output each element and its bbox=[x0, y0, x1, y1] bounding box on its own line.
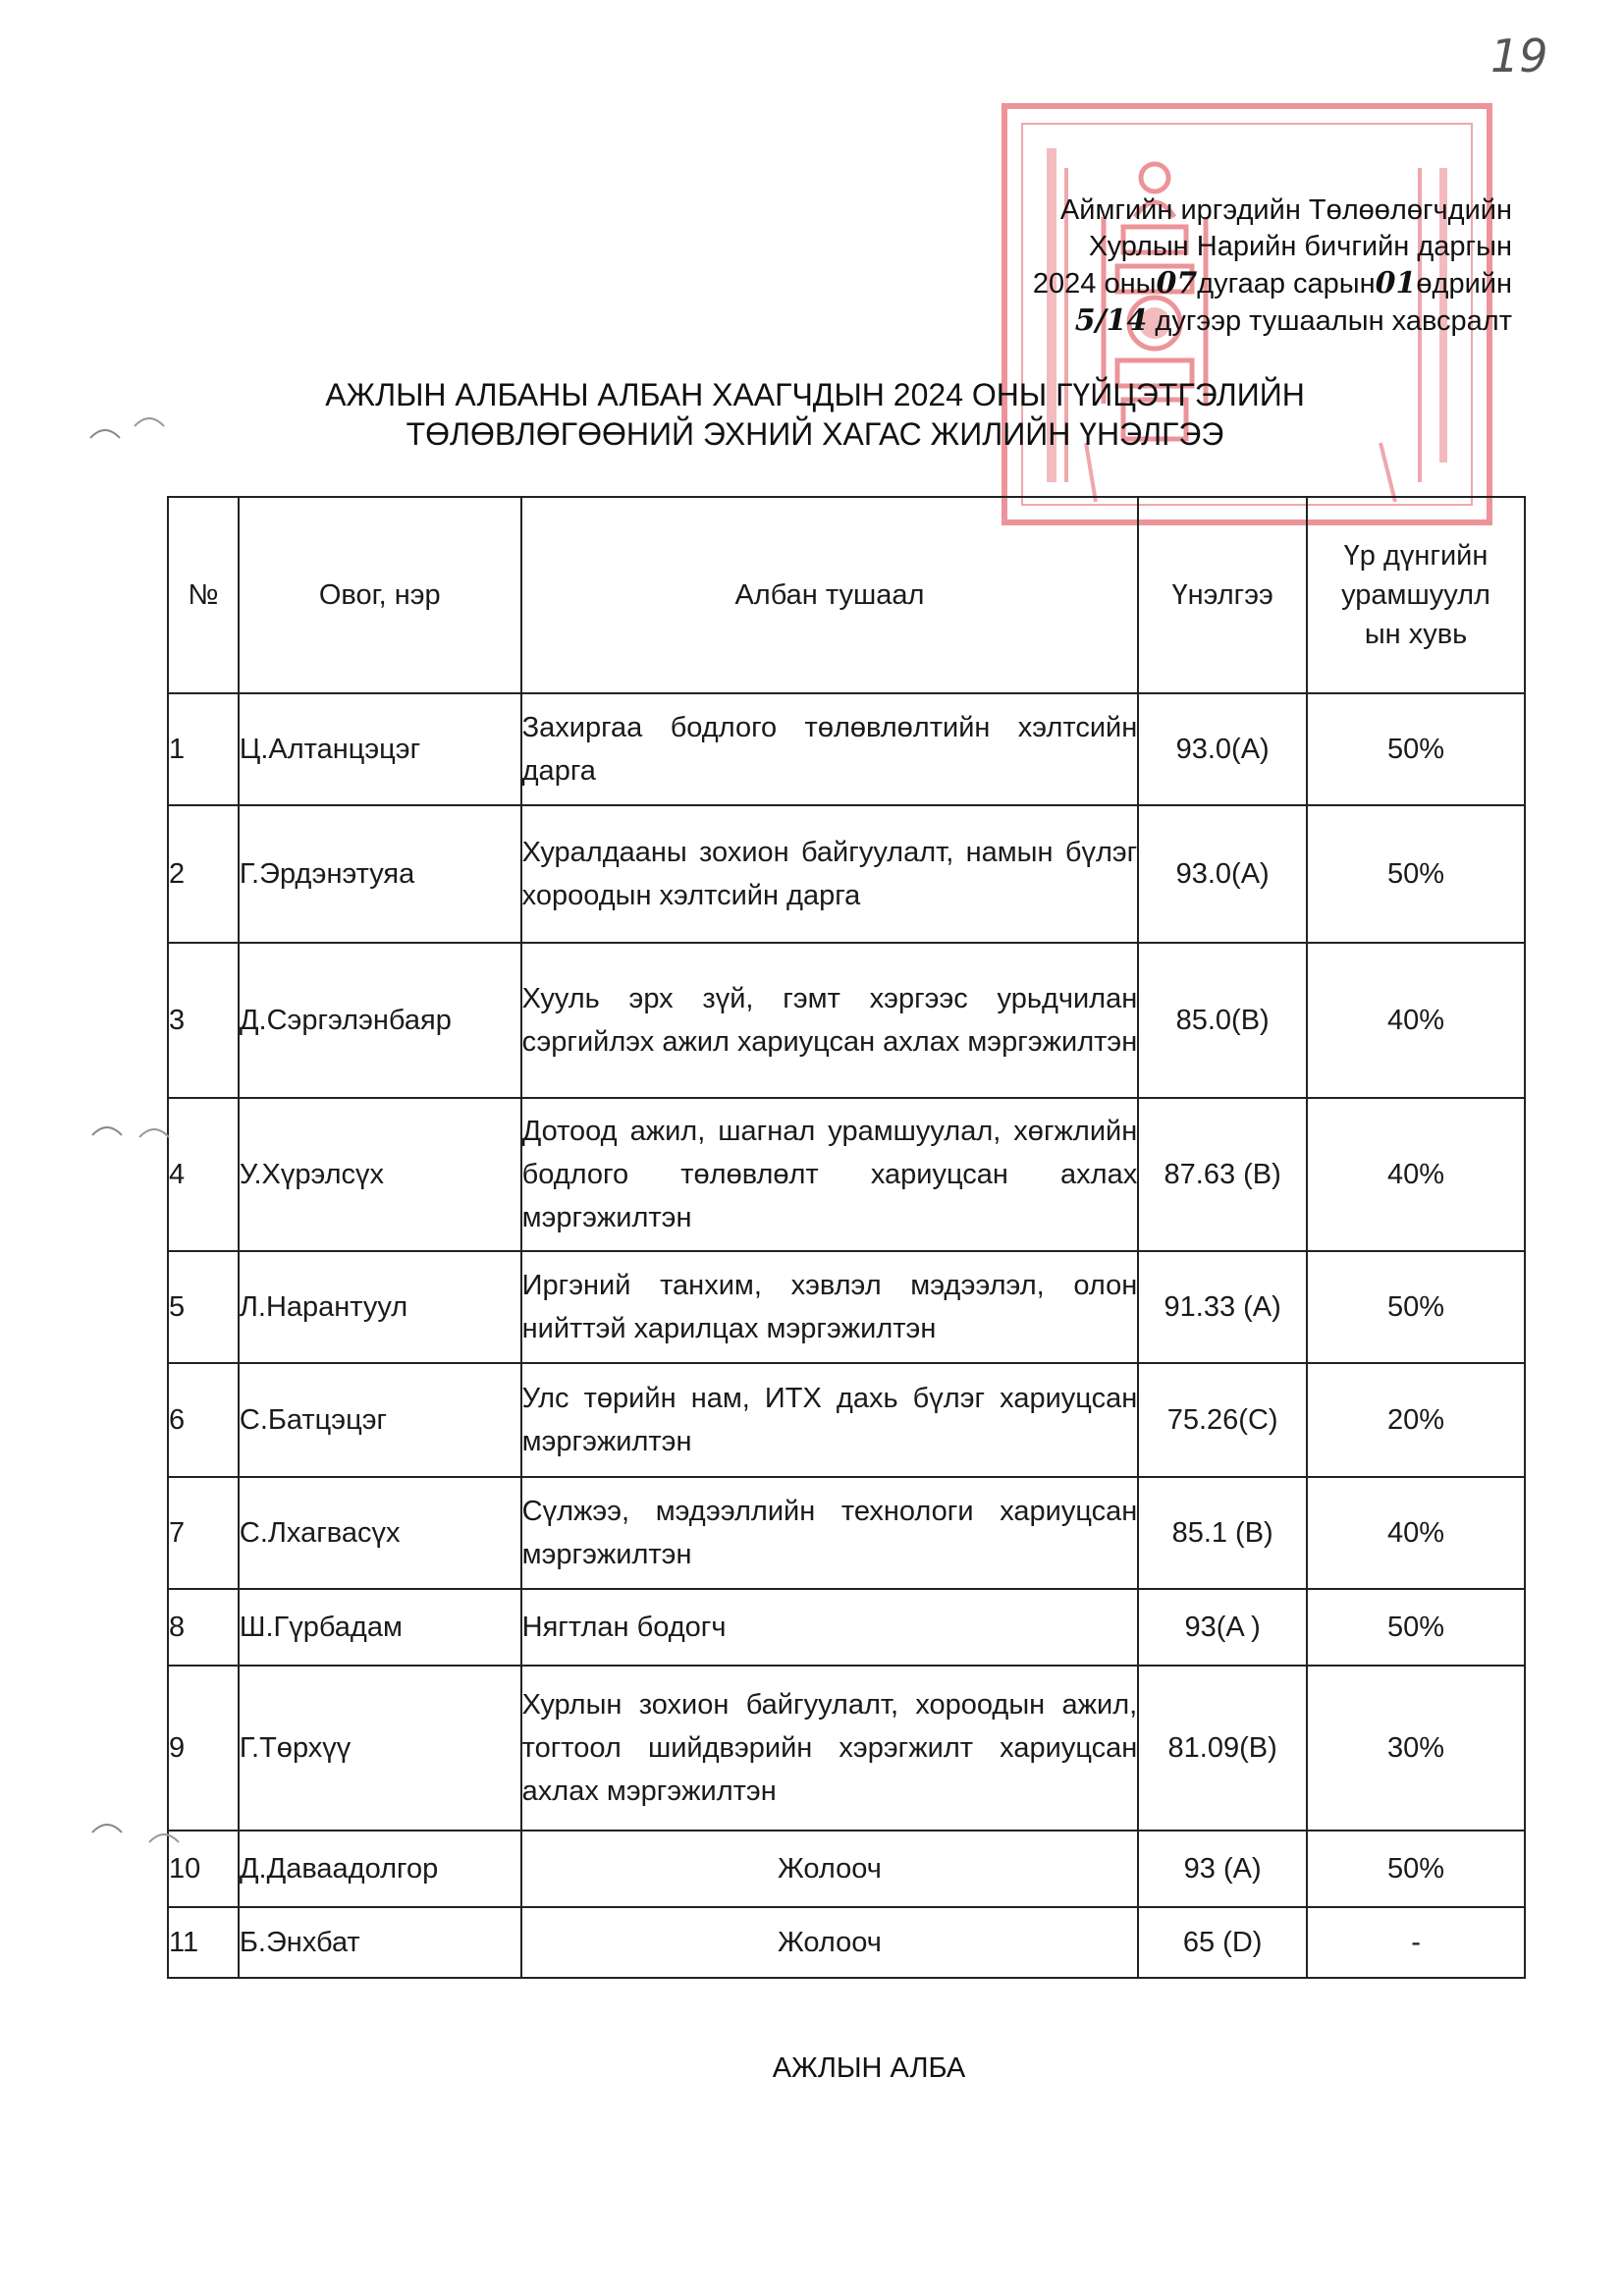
cell-percent: 40% bbox=[1307, 1098, 1525, 1251]
header-year-text: 2024 оны bbox=[1032, 268, 1157, 300]
cell-name: С.Батцэцэг bbox=[239, 1363, 521, 1477]
cell-position: Хуралдааны зохион байгуулалт, намын бүлэг хороодын хэлтсийн дарга bbox=[521, 805, 1139, 943]
header-line-1: Аймгийн иргэдийн Төлөөлөгчдийн bbox=[1059, 194, 1512, 226]
punch-hole-icon bbox=[133, 410, 166, 430]
appendix-header bbox=[962, 192, 1512, 340]
cell-percent: 50% bbox=[1307, 1831, 1525, 1907]
cell-percent: 50% bbox=[1307, 1589, 1525, 1666]
title-line-1: АЖЛЫН АЛБАНЫ АЛБАН ХААГЧДЫН 2024 ОНЫ ГҮЙЦЭТГЭЛИЙН bbox=[325, 377, 1305, 412]
cell-no: 9 bbox=[168, 1666, 239, 1831]
cell-name: Л.Нарантуул bbox=[239, 1251, 521, 1363]
punch-hole-icon bbox=[90, 1120, 124, 1139]
cell-score: 91.33 (A) bbox=[1138, 1251, 1307, 1363]
cell-name: Д.Даваадолгор bbox=[239, 1831, 521, 1907]
table-row bbox=[168, 1589, 1525, 1666]
cell-no: 7 bbox=[168, 1477, 239, 1589]
cell-percent: - bbox=[1307, 1907, 1525, 1978]
table-row bbox=[168, 1831, 1525, 1907]
cell-position: Сүлжээ, мэдээллийн технологи хариуцсан мэргэжилтэн bbox=[521, 1477, 1139, 1589]
cell-name: Ш.Гүрбадам bbox=[239, 1589, 521, 1666]
cell-position: Улс төрийн нам, ИТХ дахь бүлэг хариуцсан мэргэжилтэн bbox=[521, 1363, 1139, 1477]
table-row bbox=[168, 693, 1525, 805]
cell-percent: 40% bbox=[1307, 943, 1525, 1098]
cell-name: Б.Энхбат bbox=[239, 1907, 521, 1978]
cell-name: С.Лхагвасүх bbox=[239, 1477, 521, 1589]
cell-score: 81.09(B) bbox=[1138, 1666, 1307, 1831]
header-line-4 bbox=[962, 302, 1512, 340]
cell-name: Д.Сэргэлэнбаяр bbox=[239, 943, 521, 1098]
cell-no: 2 bbox=[168, 805, 239, 943]
header-day-text: өдрийн bbox=[1416, 268, 1512, 300]
cell-position: Захиргаа бодлого төлөвлөлтийн хэлтсийн дарга bbox=[521, 693, 1139, 805]
cell-no: 4 bbox=[168, 1098, 239, 1251]
header-line-2: Хурлын Нарийн бичгийн даргын bbox=[1088, 231, 1512, 262]
table-row bbox=[168, 1363, 1525, 1477]
cell-percent: 30% bbox=[1307, 1666, 1525, 1831]
cell-no: 10 bbox=[168, 1831, 239, 1907]
evaluation-table bbox=[167, 496, 1526, 1979]
handwritten-day: 01 bbox=[1375, 266, 1417, 301]
cell-name: У.Хүрэлсүх bbox=[239, 1098, 521, 1251]
header-position: Албан тушаал bbox=[521, 497, 1139, 693]
punch-hole-icon bbox=[88, 422, 122, 442]
table-row bbox=[168, 805, 1525, 943]
table-row bbox=[168, 1098, 1525, 1251]
handwritten-order-number: 5/14 bbox=[1074, 303, 1148, 338]
table-row bbox=[168, 1907, 1525, 1978]
title-line-2: ТӨЛӨВЛӨГӨӨНИЙ ЭХНИЙ ХАГАС ЖИЛИЙН ҮНЭЛГЭЭ bbox=[406, 416, 1224, 452]
header-score: Үнэлгээ bbox=[1138, 497, 1307, 693]
cell-no: 1 bbox=[168, 693, 239, 805]
cell-percent: 20% bbox=[1307, 1363, 1525, 1477]
cell-percent: 50% bbox=[1307, 805, 1525, 943]
cell-position: Дотоод ажил, шагнал урамшуулал, хөгжлийн бодлого төлөвлөлт хариуцсан ахлах мэргэжилтэн bbox=[521, 1098, 1139, 1251]
cell-no: 6 bbox=[168, 1363, 239, 1477]
footer-office-name: АЖЛЫН АЛБА bbox=[772, 2052, 966, 2084]
cell-score: 87.63 (B) bbox=[1138, 1098, 1307, 1251]
cell-position: Хууль эрх зүй, гэмт хэргээс урьдчилан сэргийлэх ажил хариуцсан ахлах мэргэжилтэн bbox=[521, 943, 1139, 1098]
cell-no: 5 bbox=[168, 1251, 239, 1363]
cell-position: Жолооч bbox=[521, 1831, 1139, 1907]
header-name: Овог, нэр bbox=[239, 497, 521, 693]
cell-position: Нягтлан бодогч bbox=[521, 1589, 1139, 1666]
header-percent: Үр дүнгийн урамшуулл ын хувь bbox=[1307, 497, 1525, 693]
cell-percent: 50% bbox=[1307, 693, 1525, 805]
cell-name: Г.Эрдэнэтуяа bbox=[239, 805, 521, 943]
document-title bbox=[245, 375, 1384, 454]
cell-score: 93(A ) bbox=[1138, 1589, 1307, 1666]
cell-score: 75.26(C) bbox=[1138, 1363, 1307, 1477]
header-no: № bbox=[168, 497, 239, 693]
cell-position: Жолооч bbox=[521, 1907, 1139, 1978]
table-row bbox=[168, 1251, 1525, 1363]
table-header-row bbox=[168, 497, 1525, 693]
punch-hole-icon bbox=[90, 1817, 124, 1836]
header-month-text: дугаар сарын bbox=[1197, 268, 1376, 300]
cell-score: 93 (A) bbox=[1138, 1831, 1307, 1907]
page-number: 19 bbox=[1490, 29, 1548, 82]
cell-score: 93.0(A) bbox=[1138, 693, 1307, 805]
header-line-3 bbox=[962, 265, 1512, 302]
cell-score: 85.0(B) bbox=[1138, 943, 1307, 1098]
header-order-text: дугээр тушаалын хавсралт bbox=[1147, 305, 1512, 337]
cell-name: Ц.Алтанцэцэг bbox=[239, 693, 521, 805]
cell-score: 93.0(A) bbox=[1138, 805, 1307, 943]
table-row bbox=[168, 1666, 1525, 1831]
cell-no: 11 bbox=[168, 1907, 239, 1978]
punch-hole-icon bbox=[137, 1121, 171, 1141]
cell-score: 85.1 (B) bbox=[1138, 1477, 1307, 1589]
handwritten-month: 07 bbox=[1156, 266, 1198, 301]
cell-name: Г.Төрхүү bbox=[239, 1666, 521, 1831]
cell-position: Иргэний танхим, хэвлэл мэдээлэл, олон нийттэй харилцах мэргэжилтэн bbox=[521, 1251, 1139, 1363]
punch-hole-icon bbox=[147, 1827, 181, 1846]
cell-no: 3 bbox=[168, 943, 239, 1098]
table-row bbox=[168, 943, 1525, 1098]
cell-no: 8 bbox=[168, 1589, 239, 1666]
cell-score: 65 (D) bbox=[1138, 1907, 1307, 1978]
cell-position: Хурлын зохион байгуулалт, хороодын ажил, тогтоол шийдвэрийн хэрэгжилт хариуцсан ахлах мэргэжилтэн bbox=[521, 1666, 1139, 1831]
cell-percent: 40% bbox=[1307, 1477, 1525, 1589]
table-row bbox=[168, 1477, 1525, 1589]
cell-percent: 50% bbox=[1307, 1251, 1525, 1363]
